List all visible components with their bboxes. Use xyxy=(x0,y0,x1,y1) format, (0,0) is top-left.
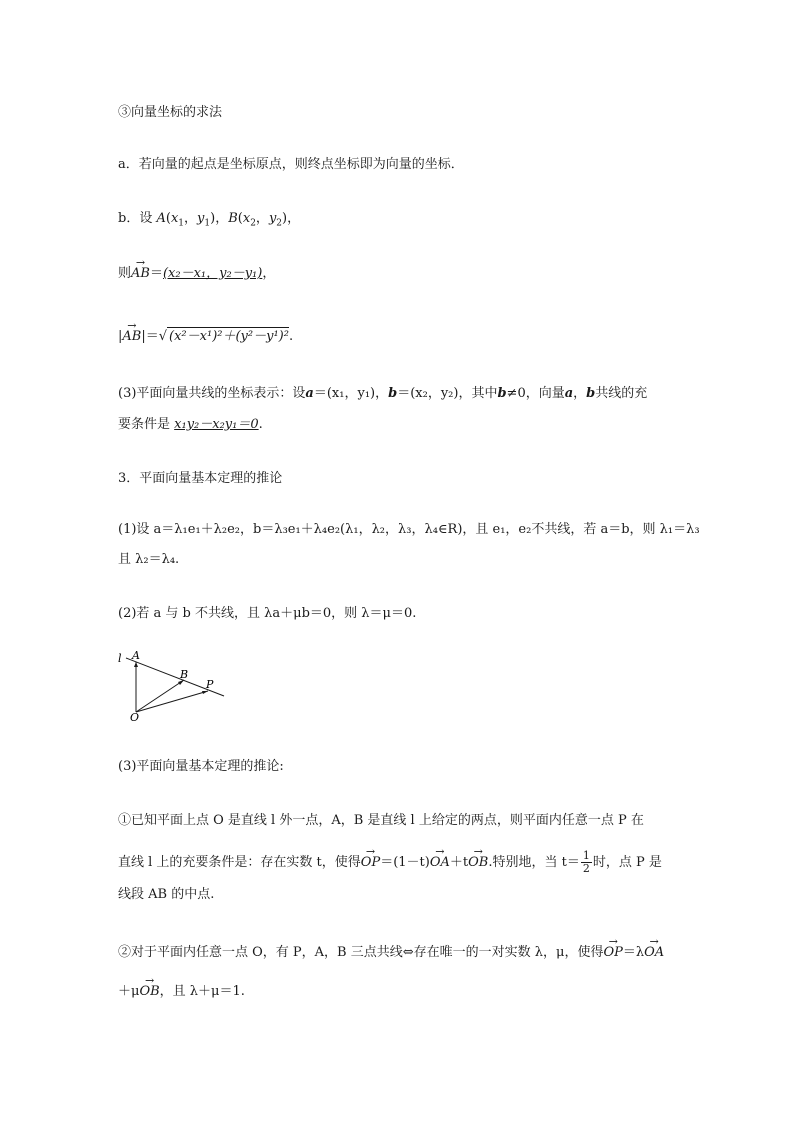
radicand: (x²－x¹)²＋(y²－y¹)² xyxy=(169,329,289,344)
collinear-condition: x₁y₂－x₂y₁＝0 xyxy=(174,417,259,432)
paragraph-a: a．若向量的起点是坐标原点，则终点坐标即为向量的坐标． xyxy=(118,157,464,172)
vector-op: → OP xyxy=(361,854,380,872)
label-p: P xyxy=(206,678,214,691)
label-o: O xyxy=(130,711,140,722)
vector-ab-value: (x₂－x₁，y₂－y₁) xyxy=(162,266,263,281)
corollary-2: (2)若 a 与 b 不共线，且 λa＋μb＝0，则 λ＝μ＝0. xyxy=(118,606,417,621)
corollary-3-item1-line1: ①已知平面上点 O 是直线 l 外一点，A，B 是直线 l 上给定的两点，则平面内任意一点 P 在 xyxy=(118,813,644,828)
vector-ob: → OB xyxy=(468,854,488,872)
label-l: l xyxy=(118,652,122,665)
label-a: A xyxy=(132,650,140,662)
corollary-1-line2: 且 λ₂＝λ₄. xyxy=(118,552,180,567)
paragraph-b: b．设 $A(x_1$，$y_1$)，$B(x_2$，$y_2$)， xyxy=(118,211,301,229)
collinear-condition-line2: 要条件是 x₁y₂－x₂y₁＝0. xyxy=(118,417,263,432)
segment-ob xyxy=(136,680,184,712)
fraction-one-half: $\frac{1}{2}$ xyxy=(582,849,590,875)
corollary-3-item1-line2: 直线 l 上的充要条件是：存在实数 t，使得→ OP＝(1－t)→ OA＋t→ OB.特别地，当 t＝ $\frac{1}{2}$ 时，点 P 是 xyxy=(118,850,662,875)
collinear-points-figure xyxy=(116,650,226,722)
corollary-3-item2-line1: ②对于平面内任意一点 O，有 P，A，B 三点共线⇔存在唯一的一对实数 λ，μ，使得→ OP＝λ→ OA xyxy=(118,944,664,962)
section-heading-coordinate-method: ③向量坐标的求法 xyxy=(118,105,223,120)
arrow-p xyxy=(202,691,208,694)
section-heading-corollary: 3．平面向量基本定理的推论 xyxy=(118,471,283,486)
corollary-3-item2-line2: ＋μ→ OB，且 λ＋μ＝1. xyxy=(118,983,245,1001)
magnitude-formula: |→ AB|＝√ (x²－x¹)²＋(y²－y¹)². xyxy=(118,327,293,346)
collinear-condition-line1: (3)平面向量共线的坐标表示：设a＝(x₁，y₁)，b＝(x₂，y₂)，其中b≠0，向量a，b共线的充 xyxy=(118,386,648,401)
corollary-3-heading: (3)平面向量基本定理的推论: xyxy=(118,759,284,774)
vector-oa: → OA xyxy=(430,854,450,872)
label-b: B xyxy=(180,668,189,681)
corollary-1-line1: (1)设 a＝λ₁e₁＋λ₂e₂，b＝λ₃e₁＋λ₄e₂(λ₁，λ₂，λ₃，λ₄∈R)，且 e₁，e₂不共线，若 a＝b，则 λ₁＝λ₃ xyxy=(118,522,700,537)
segment-op xyxy=(136,691,208,712)
vector-ab: → AB xyxy=(131,265,150,283)
vector-ab-formula: 则→ AB＝(x₂－x₁，y₂－y₁)， xyxy=(118,265,275,283)
corollary-3-item1-line3: 线段 AB 的中点. xyxy=(118,887,215,902)
